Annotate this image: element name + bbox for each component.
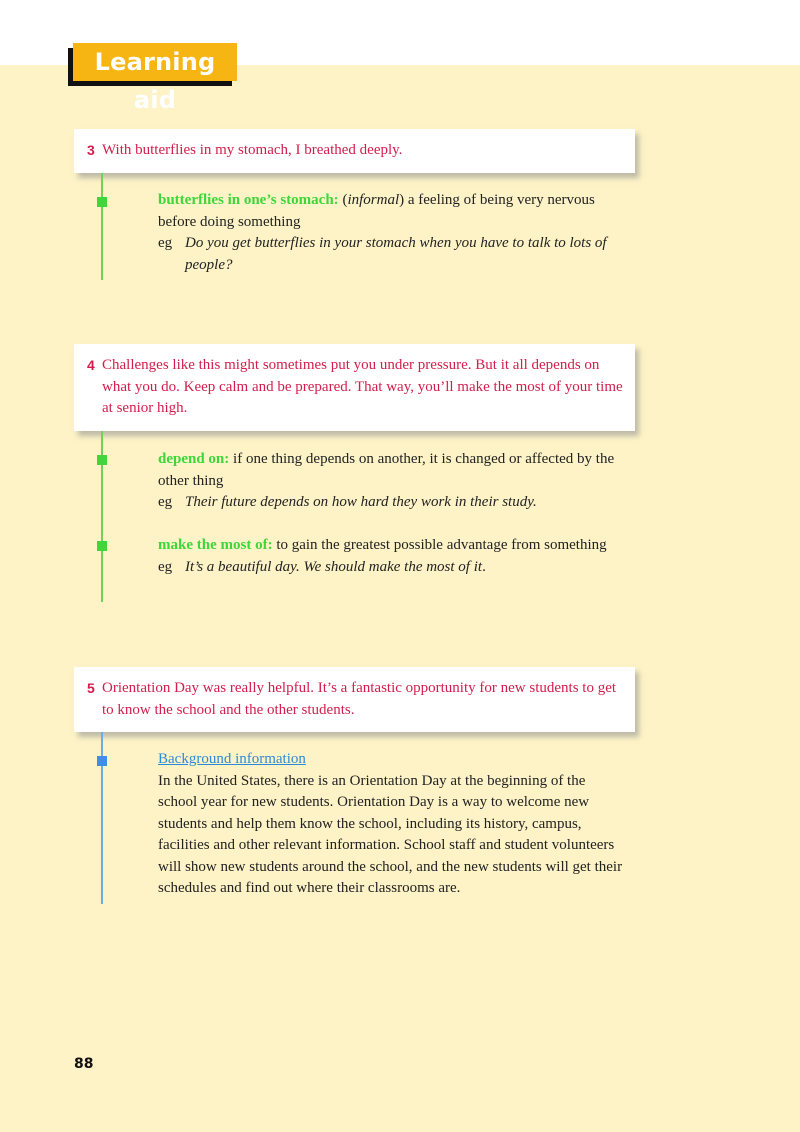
sentence-card-3 — [74, 129, 635, 173]
vocab-note-depend-on — [158, 449, 628, 514]
sentence-text: Orientation Day was really helpful. It’s a fantastic opportunity for new students to get to know the school and the other students. — [102, 680, 617, 718]
eg-label: eg — [158, 558, 173, 575]
note-marker — [97, 541, 107, 551]
eg-label: eg — [158, 494, 173, 510]
item-number: 4 — [87, 357, 95, 373]
paren-open: ( — [338, 192, 348, 208]
item-number: 5 — [87, 680, 95, 696]
vocab-definition: ) a feeling of being very nervous before doing something — [158, 192, 595, 230]
note-marker — [97, 455, 107, 465]
note-marker — [97, 756, 107, 766]
vocab-definition: if one thing depends on another, it is changed or affected by the other thing — [158, 451, 615, 489]
sentence-text: With butterflies in my stomach, I breathed deeply. — [102, 142, 403, 158]
example-sentence: It’s a beautiful day. We should make the most of it — [185, 558, 483, 575]
example-end: . — [482, 558, 486, 575]
vocab-note-butterflies — [158, 190, 628, 276]
sentence-card-4 — [74, 344, 635, 431]
vocab-term: butterflies in one’s stomach: — [158, 192, 339, 208]
note-marker — [97, 197, 107, 207]
vocab-note-make-the-most-of — [158, 535, 628, 578]
note-line — [101, 173, 103, 280]
vocab-term: depend on: — [158, 451, 230, 467]
sentence-card-5 — [74, 667, 635, 732]
example-sentence: Do you get butterflies in your stomach when you have to talk to lots of people? — [185, 235, 607, 273]
register-label: informal — [347, 192, 400, 208]
vocab-term: make the most of: — [158, 537, 273, 553]
background-text: In the United States, there is an Orientation Day at the beginning of the school year for new students. Orientation Day is a way to welcome new students and help them know the school, including its history, campus, facilities and other relevant information. School staff and student volunteers will show new students around the school, and the new students will get their schedules and find out where their classrooms are. — [158, 772, 623, 896]
page-number: 88 — [74, 1056, 94, 1072]
background-heading: Background information — [158, 751, 306, 767]
item-number: 3 — [87, 142, 95, 158]
eg-label: eg — [158, 235, 173, 251]
example-sentence: Their future depends on how hard they work in their study. — [185, 494, 537, 510]
section-title: Learning aid — [73, 43, 237, 81]
sentence-text: Challenges like this might sometimes put you under pressure. But it all depends on what you do. Keep calm and be prepared. That way, you’ll make the most of your time at senior high. — [102, 357, 623, 416]
vocab-definition: to gain the greatest possible advantage from something — [272, 537, 607, 553]
background-note — [158, 749, 628, 900]
